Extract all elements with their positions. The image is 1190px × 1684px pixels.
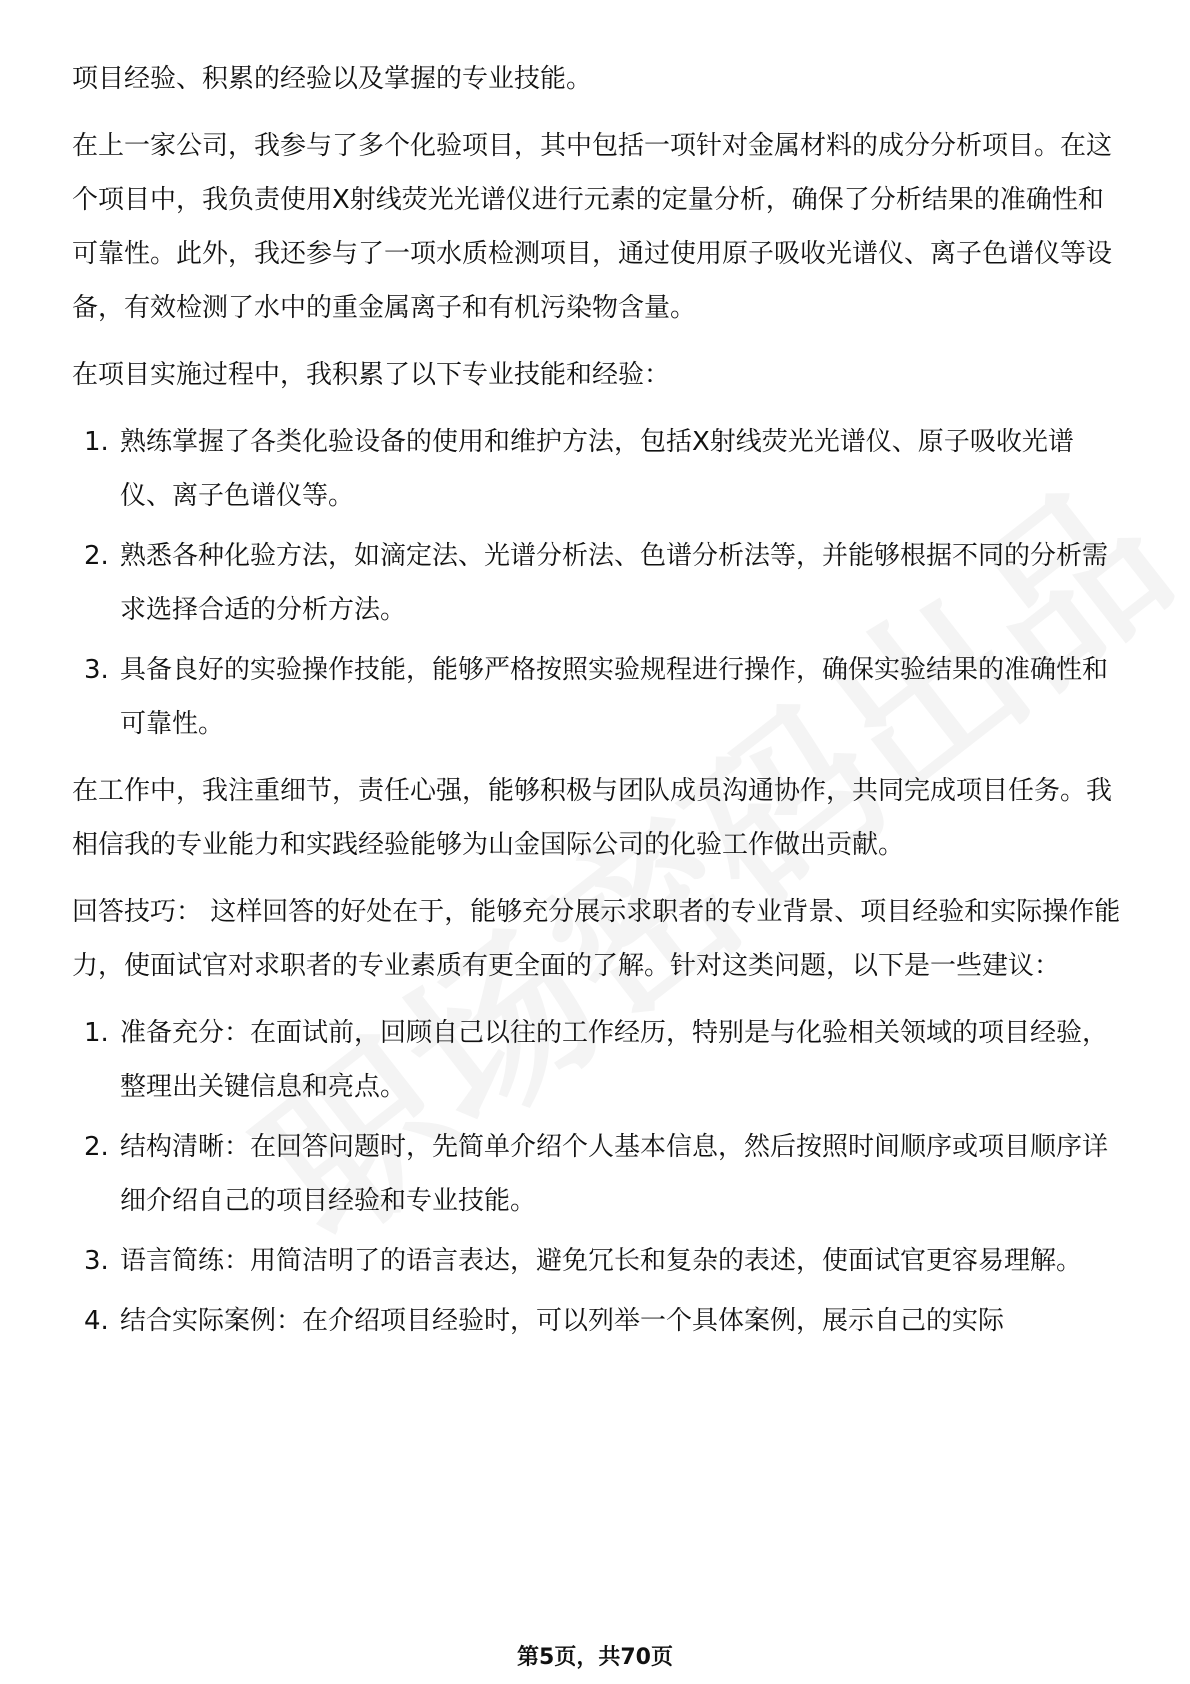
list-item-text: 具备良好的实验操作技能，能够严格按照实验规程进行操作，确保实验结果的准确性和可靠性。: [120, 655, 1109, 739]
tips-list: [72, 1006, 1122, 1348]
list-item-text: 结合实际案例：在介绍项目经验时，可以列举一个具体案例，展示自己的实际: [120, 1306, 1005, 1336]
list-item: [72, 1120, 1122, 1228]
list-item-number: 1.: [84, 427, 109, 457]
paragraph-skills-intro: 在项目实施过程中，我积累了以下专业技能和经验：: [72, 360, 671, 390]
list-item: [72, 1006, 1122, 1114]
list-item-number: 3.: [84, 1246, 109, 1276]
list-item-number: 3.: [84, 655, 109, 685]
list-item-number: 2.: [84, 1132, 109, 1162]
list-item-text: 语言简练：用简洁明了的语言表达，避免冗长和复杂的表述，使面试官更容易理解。: [120, 1246, 1083, 1276]
list-item-text: 熟练掌握了各类化验设备的使用和维护方法，包括X射线荧光光谱仪、原子吸收光谱仪、离子色谱仪等。: [120, 427, 1074, 511]
list-item-number: 4.: [84, 1306, 109, 1336]
skills-list: [72, 415, 1122, 751]
intro-line: 项目经验、积累的经验以及掌握的专业技能。: [72, 64, 593, 94]
list-item-text: 熟悉各种化验方法，如滴定法、光谱分析法、色谱分析法等，并能够根据不同的分析需求选择合适的分析方法。: [120, 541, 1109, 625]
document-body: [72, 52, 1122, 1361]
paragraph-work-attitude: 在工作中，我注重细节，责任心强，能够积极与团队成员沟通协作，共同完成项目任务。我相信我的专业能力和实践经验能够为山金国际公司的化验工作做出贡献。: [72, 776, 1113, 860]
list-item-number: 1.: [84, 1018, 109, 1048]
list-item-number: 2.: [84, 541, 109, 571]
list-item: [72, 1234, 1122, 1288]
list-item: [72, 529, 1122, 637]
list-item: [72, 415, 1122, 523]
list-item: [72, 643, 1122, 751]
list-item-text: 结构清晰：在回答问题时，先简单介绍个人基本信息，然后按照时间顺序或项目顺序详细介绍自己的项目经验和专业技能。: [120, 1132, 1109, 1216]
paragraph-project-experience: 在上一家公司，我参与了多个化验项目，其中包括一项针对金属材料的成分分析项目。在这个项目中，我负责使用X射线荧光光谱仪进行元素的定量分析，确保了分析结果的准确性和可靠性。此外，我还参与了一项水质检测项目，通过使用原子吸收光谱仪、离子色谱仪等设备，有效检测了水中的重金属离子和有机污染物含量。: [72, 131, 1113, 323]
paragraph-answer-tips: 回答技巧： 这样回答的好处在于，能够充分展示求职者的专业背景、项目经验和实际操作能力，使面试官对求职者的专业素质有更全面的了解。针对这类问题，以下是一些建议：: [72, 897, 1121, 981]
list-item-text: 准备充分：在面试前，回顾自己以往的工作经历，特别是与化验相关领域的项目经验，整理出关键信息和亮点。: [120, 1018, 1109, 1102]
page-number-footer: 第5页，共70页: [517, 1645, 673, 1670]
list-item: [72, 1294, 1122, 1348]
